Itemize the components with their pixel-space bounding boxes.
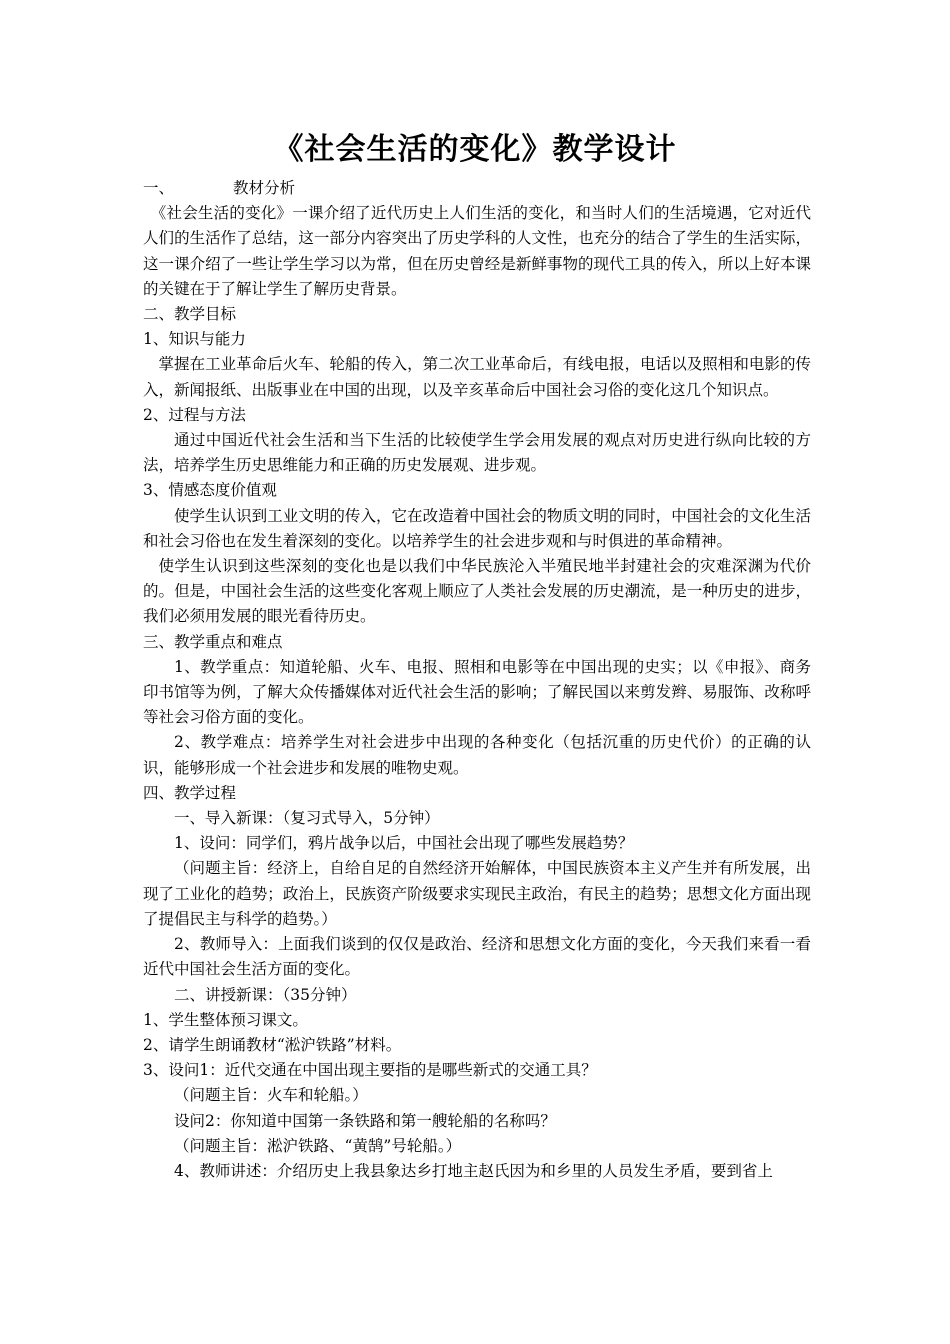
paragraph: 设问2：你知道中国第一条铁路和第一艘轮船的名称吗？ bbox=[174, 1111, 556, 1130]
section-heading-2: 二、教学目标 bbox=[143, 305, 237, 324]
paragraph: 2、教师导入：上面我们谈到的仅仅是政治、经济和思想文化方面的变化，今天我们来看一看近代中国社会生活方面的变化。 bbox=[143, 935, 811, 979]
paragraph: （问题主旨：淞沪铁路、“黄鹄”号轮船。） bbox=[174, 1136, 462, 1155]
list-item: 1、学生整体预习课文。 bbox=[143, 1010, 308, 1029]
step-heading: 一、导入新课：（复习式导入，5分钟） bbox=[174, 809, 440, 828]
document-body bbox=[143, 176, 811, 1184]
subheading: 2、过程与方法 bbox=[143, 405, 246, 424]
paragraph: 1、教学重点：知道轮船、火车、电报、照相和电影等在中国出现的史实；以《申报》、商务印书馆等为例，了解大众传播媒体对近代社会生活的影响；了解民国以来剪发辫、易服饰、改称呼等社会习俗方面的变化。 bbox=[143, 657, 811, 727]
section-number: 一、 bbox=[143, 179, 175, 197]
paragraph: 使学生认识到这些深刻的变化也是以我们中华民族沦入半殖民地半封建社会的灾难深渊为代价的。但是，中国社会生活的这些变化客观上顺应了人类社会发展的历史潮流，是一种历史的进步，我们必须用发展的眼光看待历史。 bbox=[143, 557, 811, 626]
paragraph: （问题主旨：经济上，自给自足的自然经济开始解体，中国民族资本主义产生并有所发展，出现了工业化的趋势；政治上，民族资产阶级要求实现民主政治，有民主的趋势；思想文化方面出现了提倡民主与科学的趋势。） bbox=[143, 859, 811, 928]
list-item: 3、设问1：近代交通在中国出现主要指的是哪些新式的交通工具？ bbox=[143, 1061, 597, 1080]
paragraph: 1、设问：同学们，鸦片战争以后，中国社会出现了哪些发展趋势？ bbox=[174, 834, 634, 853]
paragraph: 4、教师讲述：介绍历史上我县象达乡打地主赵氏因为和乡里的人员发生矛盾，要到省上 bbox=[174, 1161, 773, 1180]
document-title: 《社会生活的变化》教学设计 bbox=[273, 132, 677, 167]
list-item: 2、请学生朗诵教材“淞沪铁路”材料。 bbox=[143, 1035, 402, 1054]
section-heading-1 bbox=[143, 176, 811, 201]
section-heading-3: 三、教学重点和难点 bbox=[143, 632, 283, 651]
step-heading: 二、讲授新课：（35分钟） bbox=[174, 985, 357, 1004]
paragraph: （问题主旨：火车和轮船。） bbox=[174, 1086, 368, 1105]
paragraph: 通过中国近代社会生活和当下生活的比较使学生学会用发展的观点对历史进行纵向比较的方法，培养学生历史思维能力和正确的历史发展观、进步观。 bbox=[143, 431, 811, 475]
paragraph: 2、教学难点：培养学生对社会进步中出现的各种变化（包括沉重的历史代价）的正确的认识，能够形成一个社会进步和发展的唯物史观。 bbox=[143, 733, 811, 777]
paragraph: 《社会生活的变化》一课介绍了近代历史上人们生活的变化，和当时人们的生活境遇，它对近代人们的生活作了总结，这一部分内容突出了历史学科的人文性，也充分的结合了学生的生活实际，这一课介绍了一些让学生学习以为常，但在历史曾经是新鲜事物的现代工具的传入，所以上好本课的关键在于了解让学生了解历史背景。 bbox=[143, 204, 811, 298]
section-heading-4: 四、教学过程 bbox=[143, 783, 237, 802]
subheading: 3、情感态度价值观 bbox=[143, 481, 277, 500]
subheading: 1、知识与能力 bbox=[143, 330, 246, 349]
paragraph: 使学生认识到工业文明的传入，它在改造着中国社会的物质文明的同时，中国社会的文化生活和社会习俗也在发生着深刻的变化。以培养学生的社会进步观和与时俱进的革命精神。 bbox=[143, 506, 811, 550]
section-title: 教材分析 bbox=[233, 179, 296, 197]
paragraph: 掌握在工业革命后火车、轮船的传入，第二次工业革命后，有线电报，电话以及照相和电影的传入，新闻报纸、出版事业在中国的出现，以及辛亥革命后中国社会习俗的变化这几个知识点。 bbox=[143, 355, 811, 399]
